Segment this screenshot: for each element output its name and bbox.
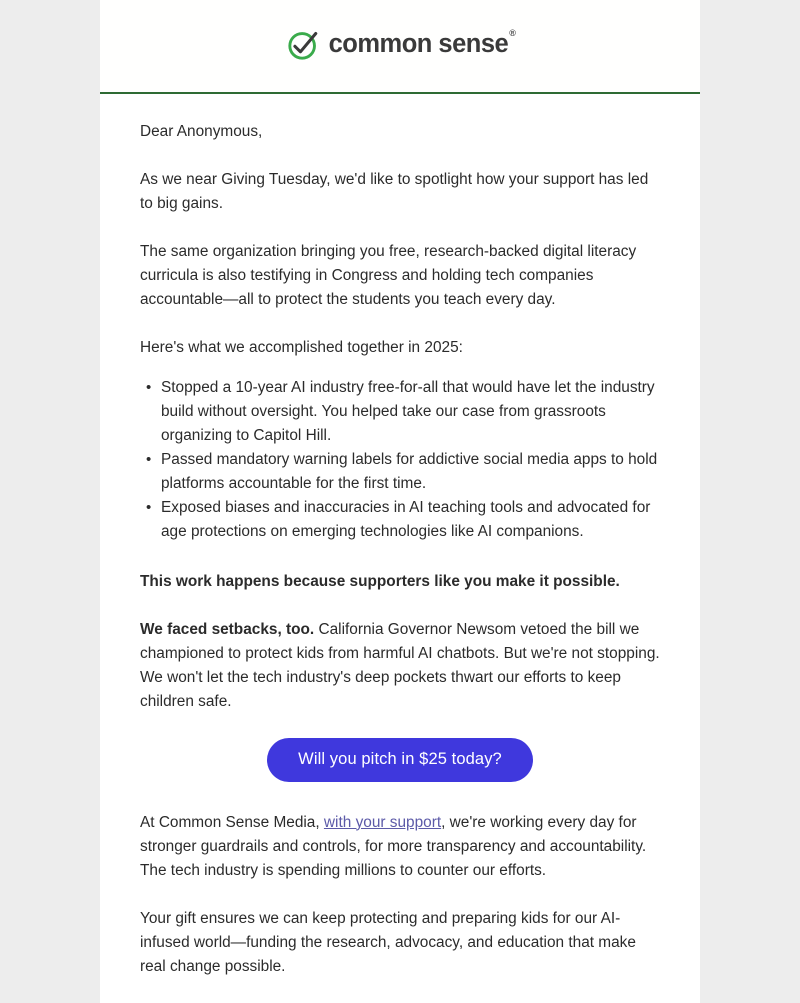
intro-paragraph: As we near Giving Tuesday, we'd like to spotlight how your support has led to big gains. [140, 171, 649, 212]
bullet-icon: • [146, 499, 152, 516]
bullet-icon: • [146, 451, 152, 468]
bullet-icon: • [146, 379, 152, 396]
mission-paragraph: The same organization bringing you free, research-backed digital literacy curricula is also testifying in Congress and holding tech companies accountable—all to protect the students you teach every day. [140, 243, 637, 308]
email-card [100, 0, 700, 1003]
emphasis-statement: This work happens because supporters like you make it possible. [140, 573, 620, 590]
accomplishments-list [140, 376, 660, 544]
list-item [140, 376, 660, 448]
support-prefix: At Common Sense Media, [140, 813, 324, 831]
setback-body: California Governor Newsom vetoed the bill we championed to protect kids from harmful AI chatbots. But we're not stopping. We won't let the tech industry's deep pockets thwart our efforts to keep children safe. [140, 621, 660, 710]
setback-lead: We faced setbacks, too. [140, 621, 315, 638]
list-heading: Here's what we accomplished together in 2025: [140, 339, 463, 356]
salutation: Dear Anonymous, [140, 123, 263, 140]
check-circle-icon [286, 28, 320, 62]
donate-button[interactable]: Will you pitch in $25 today? [267, 738, 533, 782]
setback-paragraph [140, 618, 660, 714]
support-suffix: , we're working every day for stronger guardrails and controls, for more transparency and accountability. The tech industry is spending millions to counter our efforts. [140, 813, 647, 879]
support-link[interactable]: with your support [323, 813, 442, 831]
list-item [140, 496, 660, 544]
brand-logo[interactable] [286, 28, 515, 62]
list-item-text: Exposed biases and inaccuracies in AI teaching tools and advocated for age protections on emerging technologies like AI companions. [161, 499, 651, 540]
list-item-text: Passed mandatory warning labels for addictive social media apps to hold platforms accountable for the first time. [161, 451, 658, 492]
closing-paragraph: Your gift ensures we can keep protecting and preparing kids for our AI-infused world—funding the research, advocacy, and education that make real change possible. [140, 909, 636, 975]
cta-row [140, 738, 660, 782]
list-item-text: Stopped a 10-year AI industry free-for-all that would have let the industry build without oversight. You helped take our case from grassroots organizing to Capitol Hill. [161, 379, 655, 444]
trademark-symbol: ® [509, 27, 516, 38]
email-body [100, 94, 700, 979]
support-paragraph [140, 811, 660, 883]
wordmark-text: common sense [328, 30, 509, 59]
brand-wordmark [328, 27, 516, 59]
email-header [100, 0, 700, 92]
list-item [140, 448, 660, 496]
